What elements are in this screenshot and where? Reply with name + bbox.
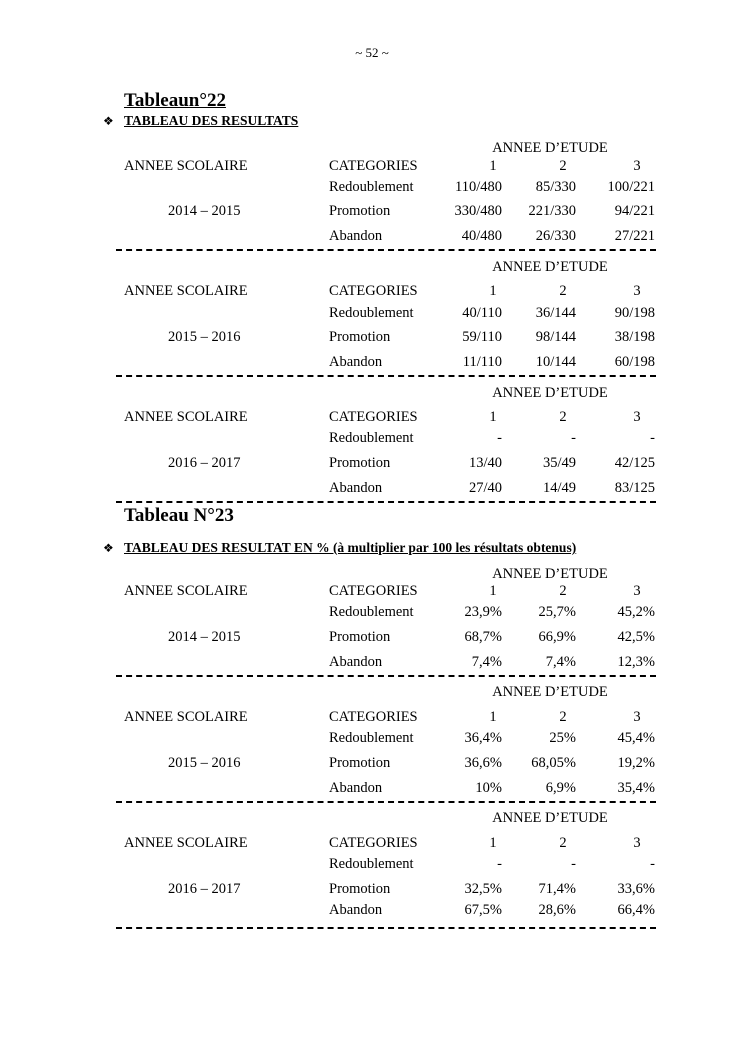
annee-etude-header: ANNEE D’ETUDE [492, 385, 608, 401]
cell: 40/480 [461, 228, 502, 244]
cell: 85/330 [535, 179, 576, 195]
cell: 100/221 [607, 179, 655, 195]
annee-scolaire-header: ANNEE SCOLAIRE [124, 583, 248, 599]
annee-etude-header: ANNEE D’ETUDE [492, 810, 608, 826]
cell: 10% [475, 780, 502, 796]
annee-scolaire-header: ANNEE SCOLAIRE [124, 709, 248, 725]
cell: - [650, 430, 655, 446]
table-22-subtitle: TABLEAU DES RESULTATS [124, 113, 299, 128]
year-2-header: 2 [559, 583, 567, 599]
cell: 83/125 [614, 480, 655, 496]
cell: 42,5% [617, 629, 655, 645]
category-promotion: Promotion [329, 755, 391, 771]
annee-scolaire-header: ANNEE SCOLAIRE [124, 835, 248, 851]
school-year: 2016 – 2017 [168, 881, 241, 897]
cell: 68,7% [464, 629, 502, 645]
year-2-header: 2 [559, 709, 567, 725]
bullet-icon: ❖ [103, 114, 114, 128]
year-1-header: 1 [489, 409, 497, 425]
year-3-header: 3 [633, 158, 641, 174]
year-2-header: 2 [559, 158, 567, 174]
year-3-header: 3 [633, 409, 641, 425]
table-23-title: Tableau N°23 [124, 505, 234, 526]
categories-header: CATEGORIES [329, 283, 418, 299]
year-3-header: 3 [633, 583, 641, 599]
cell: 28,6% [538, 902, 576, 918]
cell: 35,4% [617, 780, 655, 796]
dashed-divider [116, 501, 656, 503]
cell: 38/198 [614, 329, 655, 345]
cell: 11/110 [462, 354, 502, 370]
cell: - [650, 856, 655, 872]
cell: - [497, 856, 502, 872]
cell: 45,2% [617, 604, 655, 620]
dashed-divider [116, 927, 656, 929]
dashed-divider [116, 675, 656, 677]
cell: 36/144 [535, 305, 576, 321]
annee-scolaire-header: ANNEE SCOLAIRE [124, 283, 248, 299]
category-redoublement: Redoublement [329, 179, 414, 195]
cell: 66,4% [617, 902, 655, 918]
cell: 90/198 [614, 305, 655, 321]
categories-header: CATEGORIES [329, 709, 418, 725]
dashed-divider [116, 801, 656, 803]
category-redoublement: Redoublement [329, 856, 414, 872]
year-1-header: 1 [489, 709, 497, 725]
category-redoublement: Redoublement [329, 430, 414, 446]
category-promotion: Promotion [329, 629, 391, 645]
page-number: ~ 52 ~ [355, 45, 389, 60]
bullet-icon: ❖ [103, 541, 114, 555]
cell: 110/480 [455, 179, 502, 195]
category-abandon: Abandon [329, 902, 383, 918]
cell: 32,5% [464, 881, 502, 897]
cell: 35/49 [542, 455, 576, 471]
cell: 7,4% [471, 654, 502, 670]
cell: 19,2% [617, 755, 655, 771]
category-redoublement: Redoublement [329, 730, 414, 746]
cell: 25% [549, 730, 576, 746]
categories-header: CATEGORIES [329, 583, 418, 599]
year-1-header: 1 [489, 583, 497, 599]
cell: 60/198 [614, 354, 655, 370]
category-abandon: Abandon [329, 654, 383, 670]
dashed-divider [116, 249, 656, 251]
annee-scolaire-header: ANNEE SCOLAIRE [124, 409, 248, 425]
category-abandon: Abandon [329, 228, 383, 244]
year-1-header: 1 [489, 835, 497, 851]
category-abandon: Abandon [329, 354, 383, 370]
year-1-header: 1 [489, 283, 497, 299]
year-2-header: 2 [559, 835, 567, 851]
cell: 6,9% [545, 780, 576, 796]
year-3-header: 3 [633, 283, 641, 299]
cell: 10/144 [535, 354, 576, 370]
cell: 36,4% [464, 730, 502, 746]
cell: 36,6% [464, 755, 502, 771]
cell: 59/110 [462, 329, 502, 345]
categories-header: CATEGORIES [329, 409, 418, 425]
category-promotion: Promotion [329, 881, 391, 897]
annee-etude-header: ANNEE D’ETUDE [492, 140, 608, 156]
cell: 71,4% [538, 881, 576, 897]
category-promotion: Promotion [329, 455, 391, 471]
school-year: 2014 – 2015 [168, 203, 241, 219]
category-promotion: Promotion [329, 329, 391, 345]
school-year: 2015 – 2016 [168, 329, 241, 345]
cell: 14/49 [542, 480, 576, 496]
year-2-header: 2 [559, 409, 567, 425]
school-year: 2016 – 2017 [168, 455, 241, 471]
cell: 221/330 [528, 203, 576, 219]
year-3-header: 3 [633, 835, 641, 851]
categories-header: CATEGORIES [329, 158, 418, 174]
school-year: 2014 – 2015 [168, 629, 241, 645]
cell: 68,05% [531, 755, 576, 771]
cell: - [571, 856, 576, 872]
categories-header: CATEGORIES [329, 835, 418, 851]
category-redoublement: Redoublement [329, 604, 414, 620]
cell: 25,7% [538, 604, 576, 620]
cell: 23,9% [464, 604, 502, 620]
cell: - [497, 430, 502, 446]
cell: 67,5% [464, 902, 502, 918]
cell: 45,4% [617, 730, 655, 746]
table-22-title: Tableaun°22 [124, 90, 226, 111]
cell: 42/125 [614, 455, 655, 471]
year-2-header: 2 [559, 283, 567, 299]
cell: 12,3% [617, 654, 655, 670]
annee-scolaire-header: ANNEE SCOLAIRE [124, 158, 248, 174]
cell: 7,4% [545, 654, 576, 670]
cell: 66,9% [538, 629, 576, 645]
cell: 40/110 [462, 305, 502, 321]
category-abandon: Abandon [329, 480, 383, 496]
table-23-subtitle: TABLEAU DES RESULTAT EN % (à multiplier par 100 les résultats obtenus) [124, 540, 577, 555]
cell: 13/40 [468, 455, 502, 471]
year-1-header: 1 [489, 158, 497, 174]
annee-etude-header: ANNEE D’ETUDE [492, 259, 608, 275]
year-3-header: 3 [633, 709, 641, 725]
cell: 33,6% [617, 881, 655, 897]
cell: 26/330 [535, 228, 576, 244]
category-redoublement: Redoublement [329, 305, 414, 321]
cell: 98/144 [535, 329, 576, 345]
school-year: 2015 – 2016 [168, 755, 241, 771]
category-abandon: Abandon [329, 780, 383, 796]
cell: 330/480 [454, 203, 502, 219]
annee-etude-header: ANNEE D’ETUDE [492, 684, 608, 700]
dashed-divider [116, 375, 656, 377]
category-promotion: Promotion [329, 203, 391, 219]
cell: - [571, 430, 576, 446]
cell: 94/221 [614, 203, 655, 219]
annee-etude-header: ANNEE D’ETUDE [492, 566, 608, 582]
cell: 27/221 [614, 228, 655, 244]
cell: 27/40 [468, 480, 502, 496]
